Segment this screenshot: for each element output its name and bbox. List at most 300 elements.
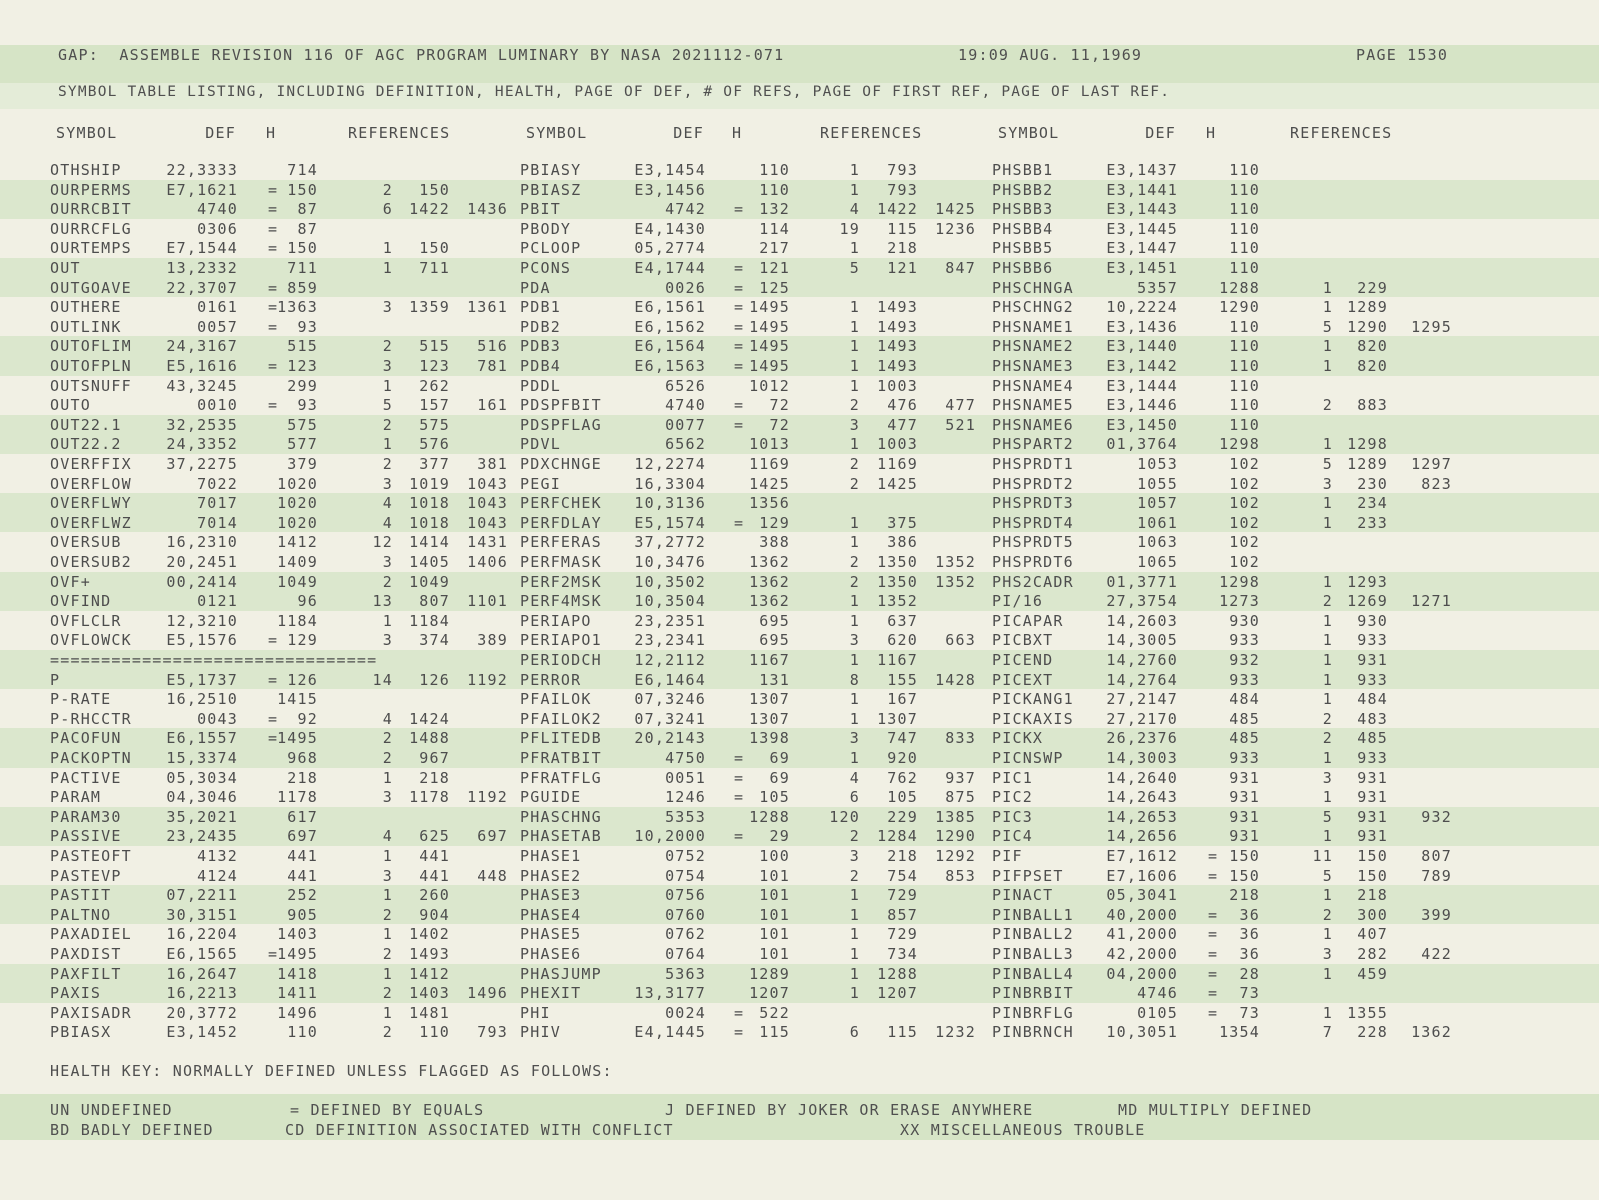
reference-count: 13 [372, 592, 393, 611]
symbol-definition: E4,1445 [634, 1023, 706, 1042]
reference-count: 1 [1322, 886, 1333, 905]
reference-count: 4 [849, 768, 860, 787]
symbol-def-page: 1184 [277, 611, 318, 630]
health-key-badly: BD BADLY DEFINED [50, 1121, 214, 1139]
first-reference-page: 967 [419, 749, 450, 767]
first-reference-page: 1288 [877, 964, 918, 983]
symbol-def-page: 1362 [749, 592, 790, 611]
symbol-definition: 14,2764 [1106, 670, 1178, 689]
symbol-definition: 14,3005 [1106, 631, 1178, 650]
symbol-name: PIF [992, 847, 1023, 865]
symbol-def-page: 1356 [749, 494, 790, 513]
symbol-def-page: 1178 [277, 788, 318, 807]
first-reference-page: 377 [419, 455, 450, 473]
reference-count: 1 [1322, 513, 1333, 532]
symbol-definition: 0764 [665, 945, 706, 963]
symbol-name: PASTEOFT [50, 847, 132, 865]
symbol-def-page: 711 [287, 259, 318, 277]
reference-count: 1 [849, 298, 860, 317]
symbol-definition: 42,2000 [1106, 945, 1178, 963]
last-reference-page: 389 [477, 631, 508, 650]
reference-count: 1 [849, 533, 860, 552]
symbol-name: PIFPSET [992, 866, 1064, 885]
reference-count: 1 [1322, 631, 1333, 650]
symbol-name: P-RATE [50, 690, 112, 709]
last-reference-page: 1352 [935, 553, 976, 571]
symbol-definition: 04,2000 [1106, 964, 1178, 983]
symbol-name: PERIAPO [520, 611, 592, 630]
symbol-definition: 6526 [665, 376, 706, 395]
first-reference-page: 115 [887, 219, 918, 238]
symbol-def-page: 1288 [749, 807, 790, 826]
symbol-name: PIC4 [992, 827, 1033, 846]
reference-count: 2 [1322, 396, 1333, 415]
symbol-def-page: 73 [1239, 984, 1260, 1003]
symbol-health: = [268, 278, 279, 297]
symbol-name: PHSBB5 [992, 239, 1054, 258]
symbol-definition: 1063 [1137, 533, 1178, 552]
symbol-definition: E5,1576 [166, 631, 238, 650]
column-header-symbol: SYMBOL [56, 124, 118, 142]
first-reference-page: 483 [1357, 709, 1388, 728]
symbol-name: PINBALL2 [992, 925, 1074, 944]
symbol-def-page: 1012 [749, 376, 790, 395]
symbol-name: PHSNAME1 [992, 317, 1074, 336]
first-reference-page: 793 [887, 161, 918, 179]
symbol-def-page: 388 [759, 533, 790, 552]
symbol-definition: 27,3754 [1106, 592, 1178, 611]
symbol-definition: 20,3772 [166, 1003, 238, 1022]
first-reference-page: 1359 [409, 298, 450, 317]
last-reference-page: 663 [945, 631, 976, 650]
reference-count: 1 [382, 239, 393, 258]
first-reference-page: 515 [419, 337, 450, 356]
last-reference-page: 1295 [1411, 317, 1452, 336]
symbol-definition: 0077 [665, 415, 706, 434]
symbol-def-page: 1307 [749, 709, 790, 728]
symbol-health: = [734, 1003, 745, 1022]
last-reference-page: 399 [1421, 905, 1452, 924]
symbol-definition: 1065 [1137, 553, 1178, 571]
reference-count: 5 [1322, 866, 1333, 885]
first-reference-page: 1422 [877, 200, 918, 219]
health-key-multiply: MD MULTIPLY DEFINED [1118, 1101, 1313, 1119]
symbol-definition: 4742 [665, 200, 706, 219]
last-reference-page: 516 [477, 337, 508, 356]
symbol-name: PHASE3 [520, 886, 582, 905]
symbol-definition: 20,2451 [166, 553, 238, 571]
symbol-definition: 00,2414 [166, 572, 238, 591]
reference-count: 3 [382, 631, 393, 650]
symbol-definition: 10,3051 [1106, 1023, 1178, 1042]
symbol-name: PHSPRDT3 [992, 494, 1074, 513]
symbol-def-page: 379 [287, 455, 318, 473]
symbol-def-page: 72 [769, 415, 790, 434]
symbol-name: OUTLINK [50, 317, 122, 336]
reference-count: 1 [849, 651, 860, 669]
reference-count: 1 [1322, 337, 1333, 356]
reference-count: 2 [382, 729, 393, 748]
symbol-def-page: 110 [1229, 219, 1260, 238]
reference-count: 1 [1322, 298, 1333, 317]
symbol-definition: 04,3046 [166, 788, 238, 807]
symbol-definition: E5,1737 [166, 670, 238, 689]
symbol-definition: 0051 [665, 768, 706, 787]
symbol-name: P-RHCCTR [50, 709, 132, 728]
symbol-name: PICNSWP [992, 749, 1064, 767]
first-reference-page: 218 [1357, 886, 1388, 905]
symbol-definition: 16,2510 [166, 690, 238, 709]
symbol-definition: E3,1451 [1106, 259, 1178, 277]
symbol-definition: 14,2643 [1106, 788, 1178, 807]
reference-count: 3 [382, 474, 393, 493]
first-reference-page: 729 [887, 925, 918, 944]
symbol-definition: 24,3352 [166, 435, 238, 454]
first-reference-page: 807 [419, 592, 450, 611]
symbol-name: PDSPFBIT [520, 396, 602, 415]
symbol-def-page: 29 [769, 827, 790, 846]
symbol-def-page: 968 [287, 749, 318, 767]
symbol-health: = [734, 298, 745, 317]
symbol-name: PHSBB2 [992, 180, 1054, 199]
symbol-def-page: 697 [287, 827, 318, 846]
symbol-health: = [734, 396, 745, 415]
symbol-health: = [268, 200, 279, 219]
symbol-name: PHSNAME5 [992, 396, 1074, 415]
symbol-name: PASTIT [50, 886, 112, 905]
reference-count: 2 [1322, 709, 1333, 728]
reference-count: 1 [849, 690, 860, 709]
reference-count: 2 [849, 455, 860, 473]
symbol-definition: 10,3136 [634, 494, 706, 513]
symbol-def-page: 1020 [277, 513, 318, 532]
symbol-name: PAXFILT [50, 964, 122, 983]
reference-count: 12 [372, 533, 393, 552]
first-reference-page: 1425 [877, 474, 918, 493]
symbol-name: PDDL [520, 376, 561, 395]
symbol-def-page: 577 [287, 435, 318, 454]
first-reference-page: 1405 [409, 553, 450, 571]
last-reference-page: 1192 [467, 788, 508, 807]
reference-count: 2 [1322, 905, 1333, 924]
symbol-definition: 5363 [665, 964, 706, 983]
symbol-def-page: 102 [1229, 474, 1260, 493]
symbol-definition: 4740 [665, 396, 706, 415]
symbol-definition: 4740 [197, 200, 238, 219]
symbol-health: = [1208, 964, 1219, 983]
symbol-definition: 0010 [197, 396, 238, 415]
symbol-definition: 1053 [1137, 455, 1178, 473]
symbol-definition: E3,1436 [1106, 317, 1178, 336]
symbol-definition: 0754 [665, 866, 706, 885]
symbol-health: = [1208, 925, 1219, 944]
first-reference-page: 1493 [877, 337, 918, 356]
reference-count: 1 [849, 435, 860, 454]
first-reference-page: 637 [887, 611, 918, 630]
last-reference-page: 823 [1421, 474, 1452, 493]
symbol-def-page: 36 [1239, 905, 1260, 924]
symbol-def-page: 110 [759, 180, 790, 199]
reference-count: 1 [382, 376, 393, 395]
reference-count: 1 [849, 513, 860, 532]
symbol-name: OUTGOAVE [50, 278, 132, 297]
first-reference-page: 282 [1357, 945, 1388, 963]
symbol-def-page: 131 [759, 670, 790, 689]
reference-count: 3 [1322, 945, 1333, 963]
symbol-def-page: 485 [1229, 729, 1260, 748]
reference-count: 1 [849, 592, 860, 611]
first-reference-page: 820 [1357, 337, 1388, 356]
symbol-health: = [734, 259, 745, 277]
first-reference-page: 150 [1357, 847, 1388, 865]
first-reference-page: 575 [419, 415, 450, 434]
symbol-def-page: 129 [759, 513, 790, 532]
symbol-name: PINBRFLG [992, 1003, 1074, 1022]
reference-count: 2 [382, 1023, 393, 1042]
symbol-definition: 05,3034 [166, 768, 238, 787]
reference-count: 1 [849, 925, 860, 944]
symbol-definition: E3,1454 [634, 161, 706, 179]
reference-count: 2 [849, 474, 860, 493]
reference-count: 1 [1322, 690, 1333, 709]
symbol-name: PCONS [520, 259, 572, 277]
symbol-name: PASTEVP [50, 866, 122, 885]
symbol-definition: 0760 [665, 905, 706, 924]
symbol-name: PHASJUMP [520, 964, 602, 983]
symbol-definition: 13,2332 [166, 259, 238, 277]
symbol-name: PHASCHNG [520, 807, 602, 826]
symbol-name: PERFDLAY [520, 513, 602, 532]
reference-count: 1 [382, 847, 393, 865]
reference-count: 5 [1322, 807, 1333, 826]
reference-count: 1 [1322, 1003, 1333, 1022]
symbol-def-page: 102 [1229, 513, 1260, 532]
reference-count: 1 [1322, 964, 1333, 983]
first-reference-page: 229 [1357, 278, 1388, 297]
reference-count: 6 [849, 1023, 860, 1042]
symbol-def-page: 126 [287, 670, 318, 689]
symbol-name: PICBXT [992, 631, 1054, 650]
symbol-definition: 05,3041 [1106, 886, 1178, 905]
symbol-def-page: 1403 [277, 925, 318, 944]
symbol-def-page: 1412 [277, 533, 318, 552]
first-reference-page: 793 [887, 180, 918, 199]
reference-count: 1 [1322, 749, 1333, 767]
symbol-definition: 1061 [1137, 513, 1178, 532]
first-reference-page: 441 [419, 866, 450, 885]
symbol-definition: 14,2656 [1106, 827, 1178, 846]
separator-line: ================================ [50, 651, 378, 669]
first-reference-page: 1493 [877, 317, 918, 336]
reference-count: 5 [849, 259, 860, 277]
reference-count: 1 [1322, 278, 1333, 297]
symbol-definition: 0306 [197, 219, 238, 238]
symbol-health: = [268, 709, 279, 728]
symbol-definition: 26,2376 [1106, 729, 1178, 748]
last-reference-page: 847 [945, 259, 976, 277]
symbol-def-page: 114 [759, 219, 790, 238]
symbol-name: PHSBB3 [992, 200, 1054, 219]
symbol-definition: 37,2772 [634, 533, 706, 552]
symbol-name: P [50, 670, 61, 689]
first-reference-page: 485 [1357, 729, 1388, 748]
first-reference-page: 123 [419, 357, 450, 375]
symbol-def-page: 96 [297, 592, 318, 611]
symbol-name: PFRATBIT [520, 749, 602, 767]
first-reference-page: 729 [887, 886, 918, 905]
health-key-title: HEALTH KEY: NORMALLY DEFINED UNLESS FLAGGED AS FOLLOWS: [50, 1062, 613, 1080]
symbol-name: PASSIVE [50, 827, 122, 846]
health-key-misc: XX MISCELLANEOUS TROUBLE [900, 1121, 1146, 1139]
symbol-name: PALTNO [50, 905, 112, 924]
reference-count: 1 [849, 749, 860, 767]
last-reference-page: 1496 [467, 984, 508, 1003]
symbol-def-page: 1495 [277, 945, 318, 963]
symbol-def-page: 110 [1229, 376, 1260, 395]
reference-count: 1 [849, 161, 860, 179]
symbol-def-page: 485 [1229, 709, 1260, 728]
symbol-name: PBIASZ [520, 180, 582, 199]
symbol-definition: 01,3764 [1106, 435, 1178, 454]
reference-count: 2 [849, 396, 860, 415]
symbol-name: PHSPRDT5 [992, 533, 1074, 552]
symbol-health: = [734, 749, 745, 767]
symbol-definition: 32,2535 [166, 415, 238, 434]
symbol-health: = [268, 396, 279, 415]
first-reference-page: 228 [1357, 1023, 1388, 1042]
symbol-definition: 35,2021 [166, 807, 238, 826]
symbol-def-page: 87 [297, 200, 318, 219]
first-reference-page: 933 [1357, 631, 1388, 650]
symbol-name: PERROR [520, 670, 582, 689]
symbol-def-page: 1496 [277, 1003, 318, 1022]
symbol-definition: E3,1450 [1106, 415, 1178, 434]
symbol-definition: 1057 [1137, 494, 1178, 513]
symbol-def-page: 36 [1239, 925, 1260, 944]
symbol-name: PCLOOP [520, 239, 582, 258]
reference-count: 1 [849, 709, 860, 728]
symbol-name: PHS2CADR [992, 572, 1074, 591]
first-reference-page: 233 [1357, 513, 1388, 532]
reference-count: 4 [382, 494, 393, 513]
reference-count: 2 [382, 749, 393, 767]
symbol-health: = [734, 357, 745, 375]
symbol-def-page: 575 [287, 415, 318, 434]
symbol-name: PHSBB1 [992, 161, 1054, 179]
symbol-definition: 05,2774 [634, 239, 706, 258]
reference-count: 4 [382, 513, 393, 532]
symbol-name: PAXDIST [50, 945, 122, 963]
symbol-name: PHASE2 [520, 866, 582, 885]
symbol-def-page: 110 [1229, 180, 1260, 199]
symbol-health: = [734, 768, 745, 787]
first-reference-page: 1414 [409, 533, 450, 552]
symbol-def-page: 522 [759, 1003, 790, 1022]
symbol-definition: 41,2000 [1106, 925, 1178, 944]
symbol-definition: 13,3177 [634, 984, 706, 1003]
column-header-def: DEF [673, 124, 704, 142]
first-reference-page: 1481 [409, 1003, 450, 1022]
symbol-name: PHASETAB [520, 827, 602, 846]
symbol-health: = [734, 337, 745, 356]
first-reference-page: 1169 [877, 455, 918, 473]
symbol-def-page: 100 [759, 847, 790, 865]
health-key-conflict: CD DEFINITION ASSOCIATED WITH CONFLICT [285, 1121, 674, 1139]
first-reference-page: 1178 [409, 788, 450, 807]
first-reference-page: 1298 [1347, 435, 1388, 454]
first-reference-page: 904 [419, 905, 450, 924]
last-reference-page: 422 [1421, 945, 1452, 963]
symbol-def-page: 110 [1229, 317, 1260, 336]
symbol-name: PHSNAME3 [992, 357, 1074, 375]
symbol-definition: 01,3771 [1106, 572, 1178, 591]
symbol-name: PERFCHEK [520, 494, 602, 513]
reference-count: 1 [849, 376, 860, 395]
symbol-def-page: 1362 [749, 572, 790, 591]
reference-count: 2 [382, 945, 393, 963]
reference-count: 1 [1322, 494, 1333, 513]
symbol-definition: E6,1563 [634, 357, 706, 375]
first-reference-page: 1488 [409, 729, 450, 748]
reference-count: 6 [382, 200, 393, 219]
symbol-health: = [268, 670, 279, 689]
symbol-name: PINBALL1 [992, 905, 1074, 924]
last-reference-page: 1043 [467, 513, 508, 532]
symbol-definition: E7,1544 [166, 239, 238, 258]
symbol-health: = [734, 1023, 745, 1042]
last-reference-page: 853 [945, 866, 976, 885]
symbol-name: PERF4MSK [520, 592, 602, 611]
last-reference-page: 833 [945, 729, 976, 748]
symbol-definition: 27,2170 [1106, 709, 1178, 728]
symbol-health: = [268, 219, 279, 238]
symbol-name: OUTO [50, 396, 91, 415]
symbol-definition: 4124 [197, 866, 238, 885]
symbol-def-page: 1049 [277, 572, 318, 591]
symbol-def-page: 121 [759, 259, 790, 277]
symbol-definition: 10,2000 [634, 827, 706, 846]
first-reference-page: 1269 [1347, 592, 1388, 611]
symbol-definition: 15,3374 [166, 749, 238, 767]
symbol-definition: 0756 [665, 886, 706, 905]
symbol-name: PEGI [520, 474, 561, 493]
last-reference-page: 932 [1421, 807, 1452, 826]
symbol-def-page: 933 [1229, 631, 1260, 650]
symbol-name: OUTOFPLN [50, 357, 132, 375]
reference-count: 1 [382, 964, 393, 983]
first-reference-page: 407 [1357, 925, 1388, 944]
first-reference-page: 1019 [409, 474, 450, 493]
symbol-health: = [1208, 866, 1219, 885]
symbol-definition: 16,3304 [634, 474, 706, 493]
symbol-name: OUT22.1 [50, 415, 122, 434]
symbol-def-page: 1425 [749, 474, 790, 493]
symbol-definition: 10,3504 [634, 592, 706, 611]
first-reference-page: 1293 [1347, 572, 1388, 591]
symbol-definition: 07,3246 [634, 690, 706, 709]
first-reference-page: 933 [1357, 749, 1388, 767]
reference-count: 2 [382, 572, 393, 591]
symbol-def-page: 932 [1229, 651, 1260, 669]
reference-count: 1 [382, 259, 393, 277]
symbol-definition: 23,2341 [634, 631, 706, 650]
symbol-name: OUTSNUFF [50, 376, 132, 395]
symbol-name: PINBRNCH [992, 1023, 1074, 1042]
first-reference-page: 576 [419, 435, 450, 454]
symbol-name: OVERSUB [50, 533, 122, 552]
symbol-health: = [268, 357, 279, 375]
first-reference-page: 1352 [877, 592, 918, 611]
